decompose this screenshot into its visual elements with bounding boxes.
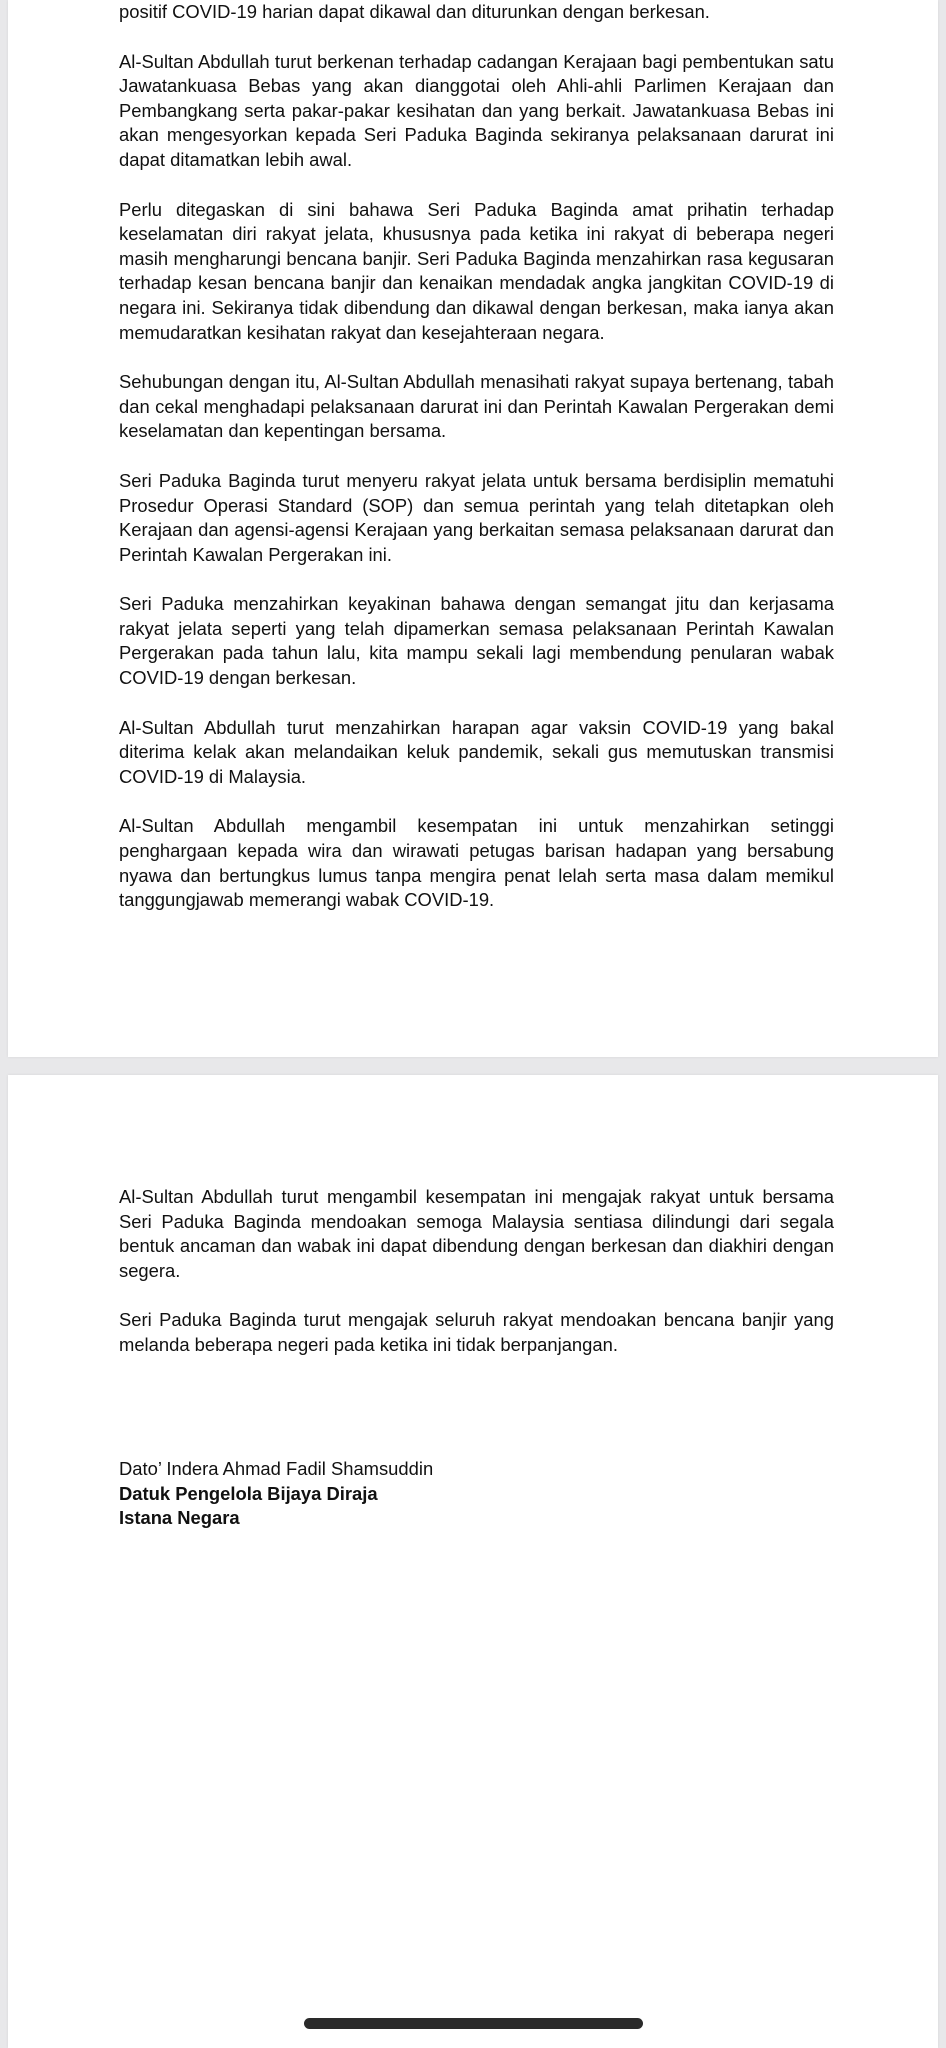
signature-block — [119, 1457, 619, 1531]
paragraph: Seri Paduka Baginda turut mengajak seluruh rakyat mendoakan bencana banjir yang melanda beberapa negeri pada ketika ini tidak berpanjangan. — [119, 1309, 834, 1355]
signatory-name: Dato’ Indera Ahmad Fadil Shamsuddin — [119, 1458, 434, 1479]
document-page-1 — [8, 0, 938, 1057]
signatory-office: Istana Negara — [119, 1507, 240, 1529]
paragraph: Seri Paduka Baginda turut menyeru rakyat jelata untuk bersama berdisiplin mematuhi Prosedur Operasi Standard (SOP) dan semua perintah yang telah ditetapkan oleh Kerajaan dan agensi-agensi Kerajaan yang berkaitan semasa pelaksanaan darurat dan Perintah Kawalan Pergerakan ini. — [119, 469, 834, 565]
paragraph: Al-Sultan Abdullah mengambil kesempatan ini untuk menzahirkan setinggi penghargaan kepada wira dan wirawati petugas barisan hadapan yang bersabung nyawa dan bertungkus lumus tanpa mengira penat lelah serta masa dalam memikul tanggungjawab memerangi wabak COVID-19. — [119, 815, 834, 911]
paragraph: Al-Sultan Abdullah turut mengambil kesempatan ini mengajak rakyat untuk bersama Seri Paduka Baginda mendoakan semoga Malaysia sentiasa dilindungi dari segala bentuk ancaman dan wabak ini dapat dibendung dengan berkesan dan diakhiri dengan segera. — [119, 1186, 834, 1281]
paragraph: Seri Paduka menzahirkan keyakinan bahawa dengan semangat jitu dan kerjasama rakyat jelata seperti yang telah dipamerkan semasa pelaksanaan Perintah Kawalan Pergerakan pada tahun lalu, kita mampu sekali lagi membendung penularan wabak COVID-19 dengan berkesan. — [119, 593, 834, 689]
signatory-position: Datuk Pengelola Bijaya Diraja — [119, 1482, 378, 1504]
paragraph: Perlu ditegaskan di sini bahawa Seri Paduka Baginda amat prihatin terhadap keselamatan diri rakyat jelata, khususnya pada ketika ini rakyat di beberapa negeri masih mengharungi bencana banjir. Seri Paduka Baginda menzahirkan rasa kegusaran terhadap kesan bencana banjir dan kenaikan mendadak angka jangkitan COVID-19 di negara ini. Sekiranya tidak dibendung dan dikawal dengan berkesan, maka ianya akan memudaratkan kesihatan rakyat dan kesejahteraan negara. — [119, 198, 834, 343]
paragraph: Sehubungan dengan itu, Al-Sultan Abdullah menasihati rakyat supaya bertenang, tabah dan cekal menghadapi pelaksanaan darurat ini dan Perintah Kawalan Pergerakan demi keselamatan dan kepentingan bersama. — [119, 371, 834, 442]
page-2-body — [119, 1185, 834, 1383]
document-page-2 — [8, 1075, 938, 2048]
home-indicator[interactable] — [304, 2018, 643, 2029]
paragraph: Al-Sultan Abdullah turut berkenan terhadap cadangan Kerajaan bagi pembentukan satu Jawatankuasa Bebas yang akan dianggotai oleh Ahli-ahli Parlimen Kerajaan dan Pembangkang serta pakar-pakar kesihatan dan yang berkait. Jawatankuasa Bebas ini akan mengesyorkan kepada Seri Paduka Baginda sekiranya pelaksanaan darurat ini dapat ditamatkan lebih awal. — [119, 50, 834, 170]
page-1-body — [119, 0, 834, 938]
paragraph: Al-Sultan Abdullah turut menzahirkan harapan agar vaksin COVID-19 yang bakal diterima kelak akan melandaikan keluk pandemik, sekali gus memutuskan transmisi COVID-19 di Malaysia. — [119, 716, 834, 787]
paragraph: positif COVID-19 harian dapat dikawal dan diturunkan dengan berkesan. — [119, 1, 710, 22]
